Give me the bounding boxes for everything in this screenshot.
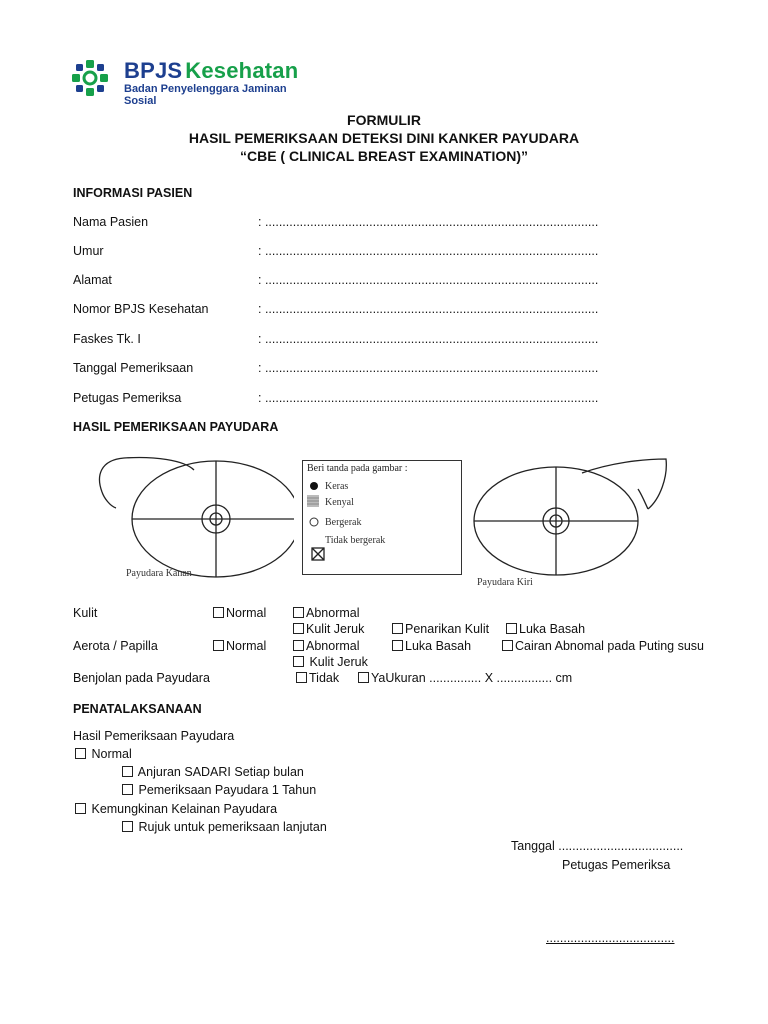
logo-brand-main: BPJS xyxy=(124,58,183,83)
penarikan-kulit-checkbox[interactable] xyxy=(392,622,489,636)
logo-brand-accent: Kesehatan xyxy=(185,58,299,83)
cairan-label: Cairan Abnomal pada Puting susu xyxy=(515,639,705,653)
field-value-faskes[interactable]: : ................................................................................................ xyxy=(258,332,599,346)
rujuk-label: Rujuk untuk pemeriksaan lanjutan xyxy=(138,820,327,834)
keras-marker-icon xyxy=(309,481,319,491)
checkbox-icon xyxy=(122,784,133,795)
aerota-luka-basah-label: Luka Basah xyxy=(405,639,472,653)
field-label-umur: Umur xyxy=(73,244,104,258)
checkbox-icon xyxy=(213,640,224,651)
legend-title: Beri tanda pada gambar : xyxy=(307,463,408,474)
patient-info-heading: INFORMASI PASIEN xyxy=(73,186,193,200)
kulit-luka-basah-label: Luka Basah xyxy=(519,622,586,636)
management-heading: PENATALAKSANAAN xyxy=(73,702,202,716)
penarikan-kulit-label: Penarikan Kulit xyxy=(405,622,490,636)
aerota-kulit-jeruk-checkbox[interactable] xyxy=(293,655,368,669)
logo xyxy=(70,56,320,107)
legend-box xyxy=(302,460,462,575)
checkbox-icon xyxy=(293,640,304,651)
form-title-1: FORMULIR xyxy=(347,112,421,128)
bergerak-marker-icon xyxy=(309,517,319,527)
form-title-3: “CBE ( CLINICAL BREAST EXAMINATION)” xyxy=(239,148,529,164)
aerota-luka-basah-checkbox[interactable] xyxy=(392,639,471,653)
field-label-nama: Nama Pasien xyxy=(73,215,149,229)
field-label-nomor-bpjs: Nomor BPJS Kesehatan xyxy=(73,302,209,316)
left-breast-diagram[interactable] xyxy=(470,455,670,590)
checkbox-icon xyxy=(213,607,224,618)
left-breast-label: Payudara Kiri xyxy=(477,577,533,588)
signature-line[interactable]: ..................................... xyxy=(546,931,675,945)
tahunan-checkbox[interactable] xyxy=(122,783,316,797)
checkbox-icon xyxy=(506,623,517,634)
field-value-nama[interactable]: : ................................................................................................ xyxy=(258,215,599,229)
field-value-nomor-bpjs[interactable]: : ................................................................................................ xyxy=(258,302,599,316)
form-title-2: HASIL PEMERIKSAAN DETEKSI DINI KANKER PAYUDARA xyxy=(188,130,580,146)
legend-kenyal: Kenyal xyxy=(325,497,354,508)
checkbox-icon xyxy=(296,672,307,683)
kulit-abnormal-checkbox[interactable] xyxy=(293,606,360,620)
legend-bergerak: Bergerak xyxy=(325,517,362,528)
aerota-abnormal-checkbox[interactable] xyxy=(293,639,360,653)
checkbox-icon xyxy=(502,640,513,651)
checkbox-icon xyxy=(358,672,369,683)
aerota-normal-label: Normal xyxy=(226,639,267,653)
field-value-petugas[interactable]: : ................................................................................................ xyxy=(258,391,599,405)
aerota-kulit-jeruk-label: Kulit Jeruk xyxy=(306,655,368,669)
signature-date[interactable]: Tanggal .................................... xyxy=(511,839,684,853)
logo-subtitle: Badan Penyelenggara Jaminan Sosial xyxy=(124,83,287,107)
cairan-checkbox[interactable] xyxy=(502,639,704,653)
benjolan-tidak-checkbox[interactable] xyxy=(296,671,339,685)
kulit-jeruk-label: Kulit Jeruk xyxy=(306,622,365,636)
field-label-tanggal: Tanggal Pemeriksaan xyxy=(73,361,194,375)
kenyal-marker-icon xyxy=(307,495,319,507)
benjolan-label: Benjolan pada Payudara xyxy=(73,671,210,685)
benjolan-ya-label: YaUkuran ............... X ................ cm xyxy=(371,671,573,685)
aerota-normal-checkbox[interactable] xyxy=(213,639,266,653)
kulit-normal-checkbox[interactable] xyxy=(213,606,266,620)
right-breast-label: Payudara Kanan xyxy=(126,568,192,579)
aerota-abnormal-label: Abnormal xyxy=(306,639,360,653)
checkbox-icon xyxy=(293,656,304,667)
kelainan-label: Kemungkinan Kelainan Payudara xyxy=(91,802,278,816)
field-label-alamat: Alamat xyxy=(73,273,112,287)
aerota-label: Aerota / Papilla xyxy=(73,639,158,653)
bpjs-logo-icon xyxy=(70,58,110,98)
checkbox-icon xyxy=(75,748,86,759)
benjolan-tidak-label: Tidak xyxy=(309,671,340,685)
checkbox-icon xyxy=(122,766,133,777)
field-value-tanggal[interactable]: : ................................................................................................ xyxy=(258,361,599,375)
sadari-label: Anjuran SADARI Setiap bulan xyxy=(137,765,304,779)
tidak-bergerak-marker-icon xyxy=(311,547,325,561)
checkbox-icon xyxy=(392,640,403,651)
rujuk-checkbox[interactable] xyxy=(122,820,327,834)
field-value-alamat[interactable]: : ................................................................................................ xyxy=(258,273,599,287)
kulit-jeruk-checkbox[interactable] xyxy=(293,622,364,636)
field-value-umur[interactable]: : ................................................................................................ xyxy=(258,244,599,258)
field-label-petugas: Petugas Pemeriksa xyxy=(73,391,182,405)
tahunan-label: Pemeriksaan Payudara 1 Tahun xyxy=(138,783,317,797)
exam-heading: HASIL PEMERIKSAAN PAYUDARA xyxy=(73,420,279,434)
kulit-normal-label: Normal xyxy=(226,606,267,620)
right-breast-diagram[interactable] xyxy=(94,448,294,590)
field-label-faskes: Faskes Tk. I xyxy=(73,332,141,346)
kelainan-checkbox[interactable] xyxy=(75,802,277,816)
kulit-label: Kulit xyxy=(73,606,98,620)
legend-keras: Keras xyxy=(325,481,349,492)
checkbox-icon xyxy=(293,607,304,618)
sadari-checkbox[interactable] xyxy=(122,765,304,779)
benjolan-ya-checkbox[interactable] xyxy=(358,671,572,685)
signature-title: Petugas Pemeriksa xyxy=(562,858,671,872)
kulit-luka-basah-checkbox[interactable] xyxy=(506,622,585,636)
normal-checkbox[interactable] xyxy=(75,747,132,761)
hasil-label: Hasil Pemeriksaan Payudara xyxy=(73,729,235,743)
checkbox-icon xyxy=(392,623,403,634)
checkbox-icon xyxy=(75,803,86,814)
checkbox-icon xyxy=(293,623,304,634)
legend-tidak-bergerak: Tidak bergerak xyxy=(325,535,386,546)
checkbox-icon xyxy=(122,821,133,832)
kulit-abnormal-label: Abnormal xyxy=(306,606,360,620)
normal-label: Normal xyxy=(91,747,132,761)
